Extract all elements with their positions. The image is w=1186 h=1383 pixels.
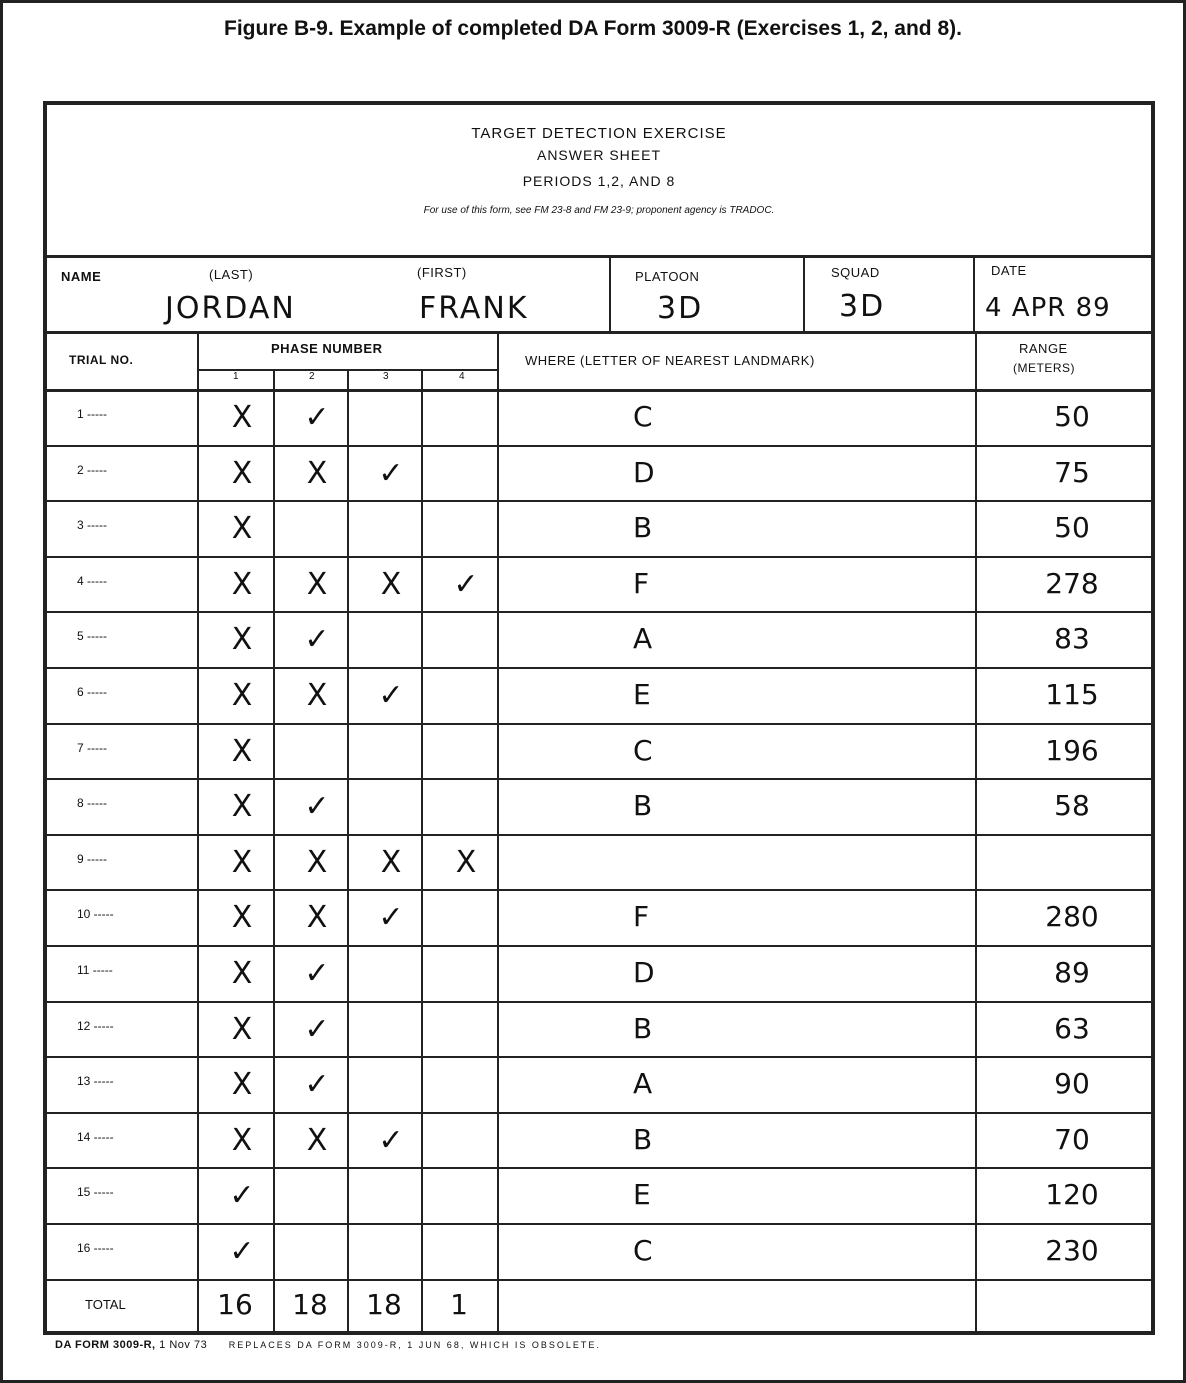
form-periods: PERIODS 1,2, AND 8 [522,173,676,189]
phase-1-mark[interactable]: X [231,678,253,713]
first-name-value[interactable]: FRANK [419,291,529,326]
landmark-letter[interactable]: B [633,1011,653,1045]
form-usage-note: For use of this form, see FM 23-8 and FM 23-9; proponent agency is TRADOC. [423,205,775,216]
landmark-letter[interactable]: E [633,678,651,711]
phase-3-mark[interactable]: ✓ [378,455,404,491]
range-value[interactable]: 89 [1054,956,1090,989]
range-value[interactable]: 115 [1045,678,1099,711]
phase-1-mark[interactable]: X [231,455,253,491]
landmark-letter[interactable]: C [633,733,653,767]
phase-1-mark[interactable]: X [231,1067,253,1103]
trial-number: 3 ----- [77,518,107,533]
range-value[interactable]: 196 [1045,733,1099,767]
footer-date: 1 Nov 73 [159,1339,208,1351]
range-value[interactable]: 280 [1045,900,1099,934]
total-phase-1[interactable]: 16 [217,1287,253,1321]
landmark-letter[interactable]: B [633,789,653,823]
range-value[interactable]: 83 [1054,622,1090,656]
trial-number: 12 ----- [77,1018,114,1033]
trial-number: 10 ----- [77,907,114,922]
landmark-letter[interactable]: C [633,400,653,433]
footer-replaces: REPLACES DA FORM 3009-R, 1 JUN 68, WHICH IS OBSOLETE. [228,1340,601,1350]
identification-row [47,255,1151,334]
phase-1-mark[interactable]: X [231,1122,253,1158]
trial-number: 2 ----- [77,462,107,477]
squad-label: SQUAD [831,265,880,280]
phase-2-mark[interactable]: ✓ [304,400,330,435]
landmark-letter[interactable]: D [633,956,655,989]
phase-1-mark[interactable]: X [231,622,253,658]
range-value[interactable]: 58 [1054,789,1090,823]
phase-4-mark[interactable]: ✓ [453,566,479,602]
range-value[interactable]: 278 [1045,566,1099,600]
form-footer [55,1339,601,1351]
trial-number: 9 ----- [77,851,107,866]
total-phase-4[interactable]: 1 [450,1287,468,1321]
range-value[interactable]: 50 [1054,400,1090,433]
phase-2-mark[interactable]: ✓ [304,1067,330,1103]
phase-3-mark[interactable]: ✓ [378,900,404,936]
range-value[interactable]: 120 [1045,1178,1099,1212]
phase-2-mark[interactable]: ✓ [304,1011,330,1047]
footer-form-id: DA FORM 3009-R, [55,1339,156,1351]
phase-col-3: 3 [383,371,390,382]
total-label: TOTAL [85,1296,126,1312]
date-label: DATE [991,263,1027,278]
phase-2-mark[interactable]: X [306,678,328,713]
trial-number: 6 ----- [77,685,107,699]
trial-number: 7 ----- [77,740,107,755]
where-header: WHERE (LETTER OF NEAREST LANDMARK) [525,353,815,368]
landmark-letter[interactable]: C [633,1234,653,1267]
trial-number: 8 ----- [77,796,107,811]
range-value[interactable]: 70 [1054,1122,1090,1156]
range-value[interactable]: 75 [1054,455,1090,489]
phase-1-mark[interactable]: X [231,844,253,880]
phase-col-1: 1 [233,371,240,382]
range-value[interactable] [1007,848,1137,884]
trial-number: 13 ----- [77,1074,114,1089]
landmark-letter[interactable] [633,848,713,884]
platoon-label: PLATOON [635,269,700,284]
landmark-letter[interactable]: F [633,566,650,600]
total-phase-3[interactable]: 18 [366,1287,402,1321]
trial-number: 1 ----- [77,407,107,421]
range-value[interactable]: 230 [1045,1234,1099,1267]
phase-1-mark[interactable]: X [231,400,253,435]
phase-2-mark[interactable]: ✓ [304,789,330,825]
phase-2-mark[interactable]: X [306,1122,328,1158]
phase-2-mark[interactable]: X [306,900,328,936]
phase-1-mark[interactable]: X [231,733,253,769]
phase-1-mark[interactable]: ✓ [229,1178,255,1214]
phase-3-mark[interactable]: X [380,566,402,602]
range-value[interactable]: 90 [1054,1067,1090,1101]
phase-1-mark[interactable]: ✓ [229,1234,255,1269]
range-unit-header: (METERS) [1013,361,1075,375]
landmark-letter[interactable]: A [633,1067,653,1101]
total-phase-2[interactable]: 18 [292,1287,328,1321]
phase-3-mark[interactable]: ✓ [378,678,404,713]
form-header [47,105,1151,258]
squad-value[interactable]: 3D [839,289,886,324]
last-label: (LAST) [209,267,254,282]
phase-2-mark[interactable]: X [306,455,328,491]
range-value[interactable]: 63 [1054,1011,1090,1045]
trial-number: 16 ----- [77,1241,114,1255]
phase-1-mark[interactable]: X [231,511,253,547]
phase-4-mark[interactable]: X [455,844,477,880]
trial-number: 14 ----- [77,1129,114,1144]
first-label: (FIRST) [417,265,467,280]
phase-1-mark[interactable]: X [231,900,253,936]
phase-2-mark[interactable]: X [306,844,328,880]
platoon-value[interactable]: 3D [657,291,704,326]
phase-3-mark[interactable]: ✓ [378,1122,404,1158]
date-value[interactable]: 4 APR 89 [985,293,1111,323]
phase-col-2: 2 [309,371,316,382]
answer-sheet-form [43,101,1155,1335]
range-header: RANGE [1019,341,1068,356]
phase-2-mark[interactable]: X [306,566,328,602]
trial-number: 11 ----- [77,963,113,977]
landmark-letter[interactable]: F [633,900,650,934]
landmark-letter[interactable]: E [633,1178,651,1212]
form-subtitle: ANSWER SHEET [536,147,661,163]
phase-1-mark[interactable]: X [231,566,253,602]
trial-number: 15 ----- [77,1185,114,1200]
phase-1-mark[interactable]: X [231,789,253,825]
figure-caption: Figure B-9. Example of completed DA Form 3009-R (Exercises 1, 2, and 8). [224,17,962,40]
phase-2-mark[interactable]: ✓ [304,622,330,658]
landmark-letter[interactable]: D [633,455,655,489]
trial-no-header: TRIAL NO. [69,353,134,367]
name-label: NAME [61,269,102,284]
range-value[interactable]: 50 [1054,511,1090,545]
form-title: TARGET DETECTION EXERCISE [471,125,727,142]
landmark-letter[interactable]: B [633,511,653,545]
landmark-letter[interactable]: A [633,622,653,656]
phase-col-4: 4 [459,371,466,382]
phase-2-mark[interactable]: ✓ [304,956,330,991]
phase-1-mark[interactable]: X [231,956,253,991]
phase-3-mark[interactable]: X [380,844,402,880]
phase-number-header: PHASE NUMBER [271,341,383,356]
trial-number: 5 ----- [77,629,107,644]
landmark-letter[interactable]: B [633,1122,653,1156]
phase-1-mark[interactable]: X [231,1011,253,1047]
trial-number: 4 ----- [77,573,107,588]
last-name-value[interactable]: JORDAN [165,291,296,326]
